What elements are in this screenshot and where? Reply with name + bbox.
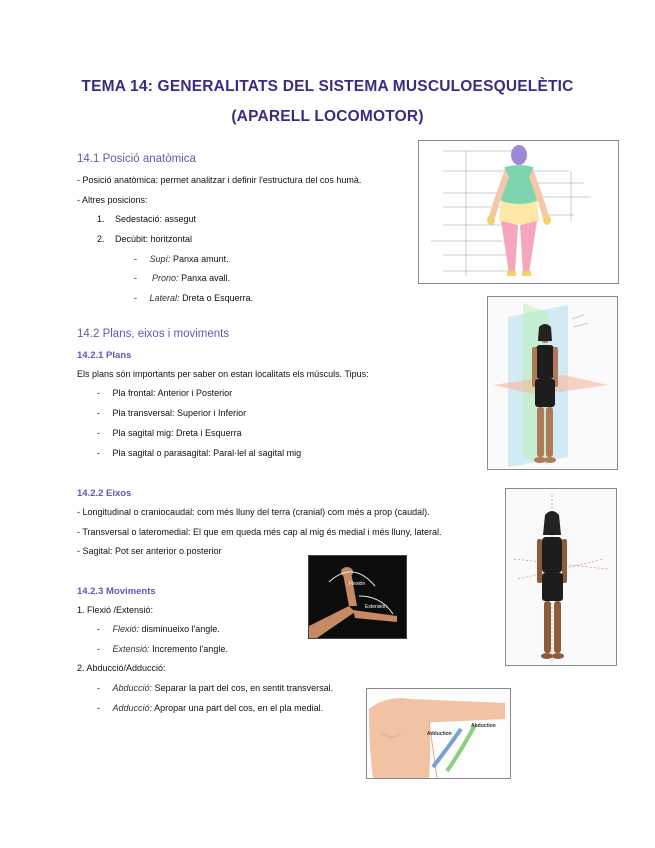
item-text: Pla frontal: Anterior i Posterior (112, 388, 233, 398)
item-text: disminueixo l'angle. (141, 624, 220, 634)
numbered-item (97, 214, 196, 224)
adduction-label: Adduction (427, 731, 452, 737)
text-line: 2. Abducció/Adducció: (77, 663, 166, 673)
italic-label: Adducció: (112, 703, 153, 713)
bullet-item (97, 428, 242, 438)
item-text: Pla sagital o parasagital: Paral·lel al sagital mig (112, 448, 302, 458)
text-line: - Altres posicions: (77, 195, 148, 205)
item-number: 1. (97, 214, 105, 224)
anatomical-position-figure (418, 140, 619, 284)
page-title-line-2: (APARELL LOCOMOTOR) (231, 108, 424, 125)
dash: - (97, 408, 100, 418)
body-planes-illustration (488, 297, 617, 469)
body-planes-figure (487, 296, 618, 470)
dash: - (134, 293, 137, 303)
item-text: Pla transversal: Superior i Inferior (112, 408, 247, 418)
dash: - (134, 254, 137, 264)
dash: - (97, 703, 100, 713)
dash: - (97, 624, 100, 634)
italic-label: Supí: (149, 254, 171, 264)
bullet-item (97, 644, 228, 654)
italic-label: Abducció: (112, 683, 153, 693)
dash: - (97, 388, 100, 398)
text-line: - Posició anatòmica: permet analitzar i definir l'estructura del cos humà. (77, 175, 362, 185)
bullet-item (97, 448, 301, 458)
bullet-item (97, 624, 220, 634)
anatomical-figure-illustration (419, 141, 618, 283)
text-line: - Sagital: Pot ser anterior o posterior (77, 546, 222, 556)
bullet-item (134, 254, 229, 264)
subsection-heading-eixos: 14.2.2 Eixos (77, 488, 132, 499)
italic-label: Prono: (152, 273, 179, 283)
dash: - (134, 273, 137, 283)
bullet-item (97, 388, 232, 398)
bullet-item (134, 273, 230, 283)
item-text: Pla sagital mig: Dreta i Esquerra (112, 428, 242, 438)
item-text: Incremento l'angle. (152, 644, 228, 654)
item-text: Apropar una part del cos, en el pla medial. (154, 703, 324, 713)
subsection-heading-moviments: 14.2.3 Moviments (77, 586, 156, 597)
page-title-line-1: TEMA 14: GENERALITATS DEL SISTEMA MUSCULOESQUELÈTIC (81, 78, 574, 95)
abduction-label: Abduction (471, 723, 496, 729)
abduction-adduction-figure (366, 688, 511, 779)
item-text: Dreta o Esquerra. (182, 293, 254, 303)
section-heading-14-2: 14.2 Plans, eixos i moviments (77, 328, 230, 340)
dash: - (97, 644, 100, 654)
body-axes-figure (505, 488, 617, 666)
text-line: - Transversal o lateromedial: El que em queda més cap al mig és medial i més lluny, lateral. (77, 527, 442, 537)
subsection-heading-plans: 14.2.1 Plans (77, 350, 132, 361)
bullet-item (97, 683, 333, 693)
item-text: Sedestació: assegut (115, 214, 197, 224)
flexion-label: Flexión (349, 581, 366, 587)
text-line: - Longitudinal o craniocaudal: com més lluny del terra (cranial) com més a prop (caudal). (77, 507, 430, 517)
item-text: Panxa avall. (181, 273, 231, 283)
italic-label: Lateral: (149, 293, 180, 303)
item-number: 2. (97, 234, 105, 244)
item-text: Decúbit: horitzontal (115, 234, 193, 244)
bullet-item (97, 408, 246, 418)
flexion-extension-figure (308, 555, 407, 639)
text-line: 1. Flexió /Extensió: (77, 605, 154, 615)
dash: - (97, 683, 100, 693)
body-axes-illustration (506, 489, 616, 665)
flexion-extension-illustration (309, 556, 406, 638)
item-text: Panxa amunt. (173, 254, 229, 264)
item-text: Separar la part del cos, en sentit transversal. (154, 683, 334, 693)
section-heading-14-1: 14.1 Posició anatòmica (77, 153, 196, 165)
bullet-item (134, 293, 253, 303)
text-line: Els plans són importants per saber on estan localitats els músculs. Tipus: (77, 369, 369, 379)
extension-label: Extensión (365, 604, 387, 610)
numbered-item (97, 234, 192, 244)
dash: - (97, 428, 100, 438)
italic-label: Flexió: (112, 624, 140, 634)
dash: - (97, 448, 100, 458)
italic-label: Extensió: (112, 644, 150, 654)
bullet-item (97, 703, 323, 713)
